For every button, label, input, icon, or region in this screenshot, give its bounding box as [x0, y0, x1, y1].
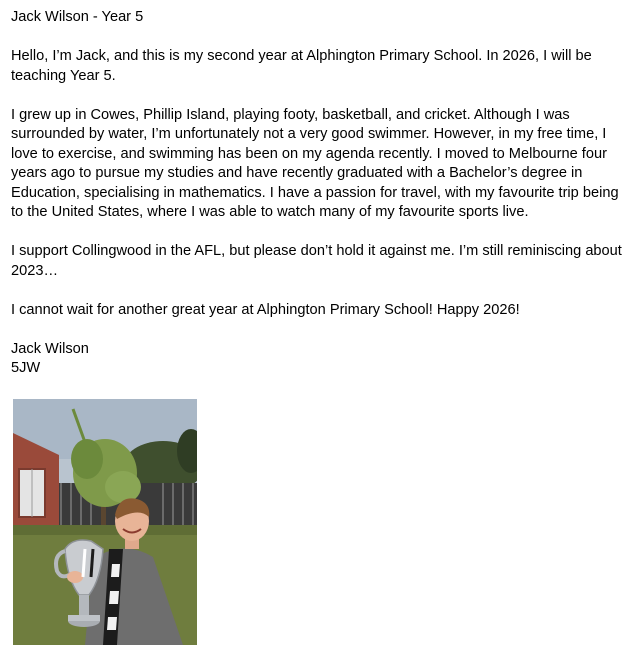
- intro-paragraph: Hello, I’m Jack, and this is my second year at Alphington Primary School. In 2026, I will be teaching Year 5.: [11, 48, 592, 84]
- document-title: Jack Wilson - Year 5: [11, 9, 144, 25]
- closing-paragraph: I cannot wait for another great year at Alphington Primary School! Happy 2026!: [11, 301, 520, 318]
- teacher-with-trophy-photo: [13, 399, 197, 645]
- background-paragraph: I grew up in Cowes, Phillip Island, playing footy, basketball, and cricket. Although I was surrounded by water, I’m unfortunately not a very good swimmer. However, in my free time, I love to exercise, and swimming has been on my agenda recently. I moved to Melbourne four years ago to pursue my studies and have recently graduated with a Bachelor’s degree in Education, specialising in mathematics. I have a passion for travel, with my favourite trip being to the United States, where I was able to watch many of my favourite sports live.: [11, 106, 619, 220]
- signature-name: Jack Wilson: [11, 340, 89, 357]
- document-body: [11, 8, 627, 379]
- signature-class: 5JW: [11, 360, 41, 376]
- afl-paragraph: I support Collingwood in the AFL, but please don’t hold it against me. I’m still reminiscing about 2023…: [11, 243, 622, 279]
